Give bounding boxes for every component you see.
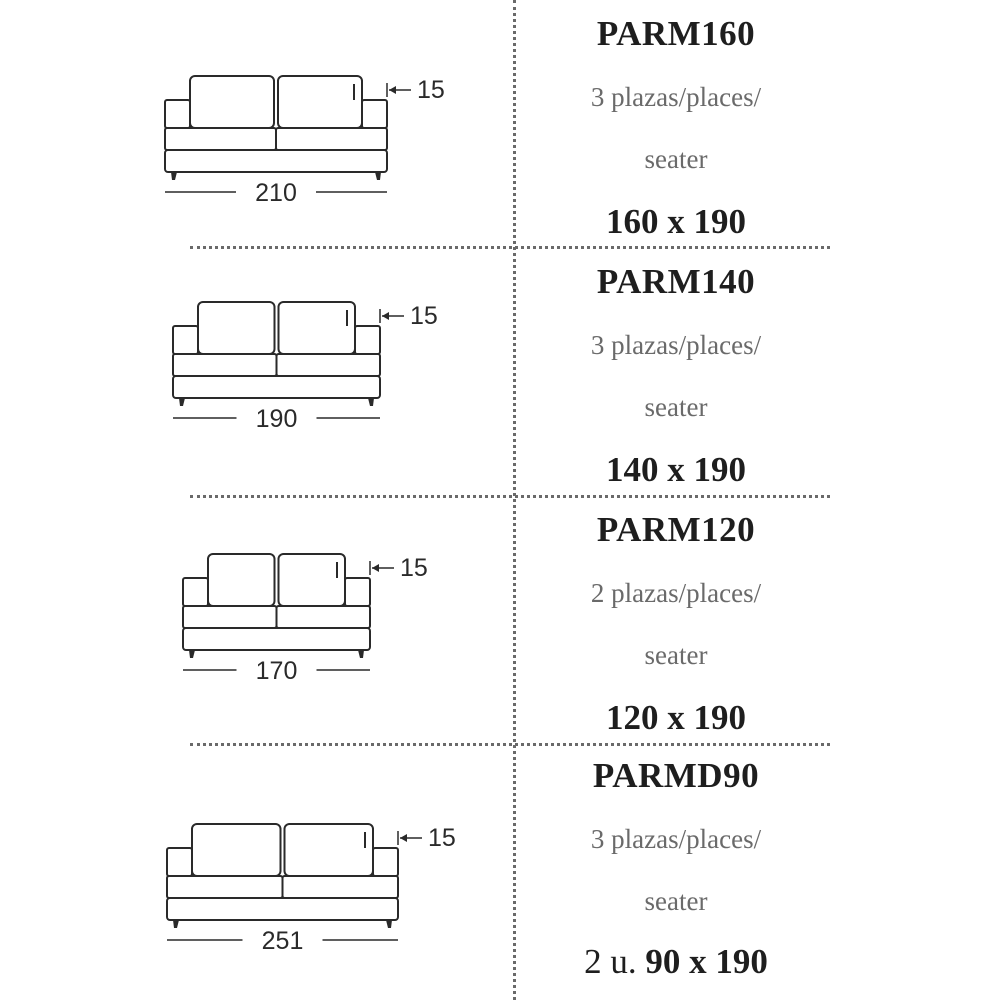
- arrow-head-icon: [382, 312, 389, 320]
- right-arm: [355, 326, 380, 354]
- seats-line: 2 plazas/places/: [590, 578, 762, 608]
- seat-cushion-left: [165, 128, 276, 150]
- sofa-base: [173, 376, 380, 398]
- width-label: 251: [261, 927, 304, 955]
- arrow-head-icon: [389, 86, 396, 94]
- arm-depth-label: 15: [400, 554, 428, 582]
- right-foot: [386, 920, 392, 928]
- seats-line: 3 plazas/places/: [590, 82, 762, 112]
- sofa-svg: [0, 810, 513, 955]
- product-code: PARM140: [596, 262, 756, 301]
- seats-line: 3 plazas/places/: [590, 824, 762, 854]
- seater-line: seater: [644, 640, 708, 670]
- seat-cushion-left: [183, 606, 277, 628]
- back-cushion-left: [190, 76, 274, 128]
- dims-value: 90 x 190: [645, 942, 768, 981]
- sofa-drawing-parm140: [0, 288, 513, 433]
- sofa-base: [165, 150, 387, 172]
- product-dimensions: [520, 698, 832, 738]
- left-arm: [165, 100, 190, 128]
- width-label: 210: [255, 179, 297, 207]
- arm-depth-label: 15: [428, 824, 456, 852]
- left-arm: [173, 326, 198, 354]
- sofa-drawing-parmd90: [0, 810, 513, 955]
- dims-prefix: 2 u.: [584, 942, 646, 981]
- left-arm: [183, 578, 208, 606]
- arm-depth-label: 15: [417, 76, 445, 104]
- back-cushion-left: [208, 554, 275, 606]
- seater-line: seater: [644, 392, 708, 422]
- product-code: PARM120: [596, 510, 756, 549]
- seater-line: seater: [644, 886, 708, 916]
- width-label: 190: [255, 405, 298, 433]
- dims-value: 140 x 190: [606, 450, 746, 489]
- back-cushion-left: [192, 824, 281, 876]
- back-cushion-right: [278, 76, 362, 128]
- left-foot: [173, 920, 179, 928]
- sofa-base: [183, 628, 370, 650]
- back-cushion-right: [285, 824, 374, 876]
- right-arm: [373, 848, 398, 876]
- dims-value: 120 x 190: [606, 698, 746, 737]
- seat-cushion-right: [277, 354, 381, 376]
- back-cushion-right: [279, 554, 346, 606]
- dims-value: 160 x 190: [606, 202, 746, 241]
- seat-cushion-right: [276, 128, 387, 150]
- product-dimensions: [520, 202, 832, 242]
- sofa-drawing-parm160: [0, 62, 513, 207]
- sofa-base: [167, 898, 398, 920]
- row-divider-1: [190, 246, 830, 249]
- left-arm: [167, 848, 192, 876]
- vertical-divider: [513, 0, 516, 1000]
- product-dimensions: [520, 942, 832, 982]
- product-dimensions: [520, 450, 832, 490]
- sofa-svg: [0, 62, 513, 207]
- right-arm: [362, 100, 387, 128]
- sofa-svg: [0, 288, 513, 433]
- seat-cushion-left: [167, 876, 283, 898]
- sofa-drawing-parm120: [0, 540, 513, 685]
- left-foot: [171, 172, 177, 180]
- seat-cushion-right: [283, 876, 399, 898]
- product-code: PARM160: [596, 14, 756, 53]
- seater-line: seater: [644, 144, 708, 174]
- sofa-svg: [0, 540, 513, 685]
- right-foot: [375, 172, 381, 180]
- right-arm: [345, 578, 370, 606]
- left-foot: [179, 398, 185, 406]
- row-divider-3: [190, 743, 830, 746]
- back-cushion-right: [279, 302, 356, 354]
- width-label: 170: [255, 657, 298, 685]
- row-divider-2: [190, 495, 830, 498]
- product-code: PARMD90: [592, 756, 760, 795]
- arm-depth-label: 15: [410, 302, 438, 330]
- seats-line: 3 plazas/places/: [590, 330, 762, 360]
- right-foot: [358, 650, 364, 658]
- seat-cushion-right: [277, 606, 371, 628]
- right-foot: [368, 398, 374, 406]
- left-foot: [189, 650, 195, 658]
- arrow-head-icon: [372, 564, 379, 572]
- back-cushion-left: [198, 302, 275, 354]
- seat-cushion-left: [173, 354, 277, 376]
- arrow-head-icon: [400, 834, 407, 842]
